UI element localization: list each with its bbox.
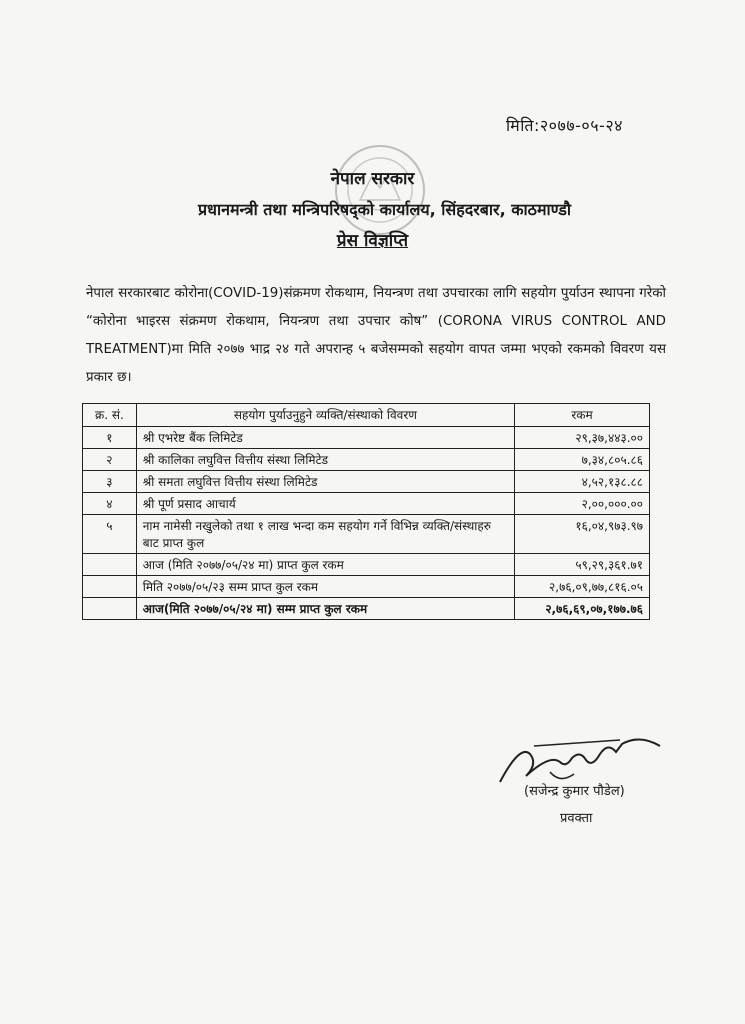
row-sn: ५ <box>83 515 137 554</box>
document-date: मिति:२०७७-०५-२४ <box>506 116 623 135</box>
col-header-sn: क्र. सं. <box>83 404 137 427</box>
summary-blank <box>83 598 137 620</box>
table-row <box>83 471 650 493</box>
signer-name: (सजेन्द्र कुमार पौडेल) <box>524 784 625 799</box>
summary-row-total <box>83 598 650 620</box>
signer-role: प्रवक्ता <box>560 811 593 826</box>
government-emblem-icon <box>330 140 430 240</box>
row-sn: ४ <box>83 493 137 515</box>
summary-amount: २,७६,६९,०७,१७७.७६ <box>515 598 650 620</box>
row-description: नाम नामेसी नखुलेको तथा १ लाख भन्दा कम सहयोग गर्ने विभिन्न व्यक्ति/संस्थाहरु बाट प्राप्त कुल <box>136 515 514 554</box>
heading-press-release: प्रेस विज्ञप्ति <box>336 231 409 251</box>
row-amount: १६,०४,९७३.९७ <box>515 515 650 554</box>
row-sn: १ <box>83 427 137 449</box>
col-header-amount: रकम <box>515 404 650 427</box>
table-row <box>83 427 650 449</box>
summary-label: मिति २०७७/०५/२३ सम्म प्राप्त कुल रकम <box>136 576 514 598</box>
row-sn: ३ <box>83 471 137 493</box>
table-header-row <box>83 404 650 427</box>
summary-blank <box>83 576 137 598</box>
summary-row-previous <box>83 576 650 598</box>
row-amount: ७,३४,८०५.८६ <box>515 449 650 471</box>
table-row <box>83 493 650 515</box>
row-description: श्री पूर्ण प्रसाद आचार्य <box>136 493 514 515</box>
row-amount: ४,५२,१३८.८८ <box>515 471 650 493</box>
summary-row-today <box>83 554 650 576</box>
row-sn: २ <box>83 449 137 471</box>
row-description: श्री समता लघुवित्त वित्तीय संस्था लिमिटेड <box>136 471 514 493</box>
heading-office: प्रधानमन्त्री तथा मन्त्रिपरिषद्को कार्यालय, सिंहदरबार, काठमाण्डौ <box>198 200 571 219</box>
heading-government: नेपाल सरकार <box>330 169 415 189</box>
donation-table <box>82 403 650 620</box>
summary-blank <box>83 554 137 576</box>
table-row <box>83 449 650 471</box>
row-amount: २,००,०००.०० <box>515 493 650 515</box>
col-header-description: सहयोग पुर्याउनुहुने व्यक्ति/संस्थाको विवरण <box>136 404 514 427</box>
summary-label: आज (मिति २०७७/०५/२४ मा) प्राप्त कुल रकम <box>136 554 514 576</box>
summary-label: आज(मिति २०७७/०५/२४ मा) सम्म प्राप्त कुल रकम <box>136 598 514 620</box>
row-description: श्री कालिका लघुवित्त वित्तीय संस्था लिमिटेड <box>136 449 514 471</box>
row-amount: २९,३७,४४३.०० <box>515 427 650 449</box>
summary-amount: २,७६,०९,७७,८१६.०५ <box>515 576 650 598</box>
table-row <box>83 515 650 554</box>
intro-paragraph: नेपाल सरकारबाट कोरोना(COVID-19)संक्रमण रोकथाम, नियन्त्रण तथा उपचारका लागि सहयोग पुर्याउन स्थापना गरेको “कोरोना भाइरस संक्रमण रोकथाम, नियन्त्रण तथा उपचार कोष” (CORONA VIRUS CONTROL AND TREATMENT)मा मिति २०७७ भाद्र २४ गते अपरान्ह ५ बजेसम्मको सहयोग वापत जम्मा भएको रकमको विवरण यस प्रकार छ। <box>86 286 666 385</box>
summary-amount: ५९,२९,३६१.७१ <box>515 554 650 576</box>
row-description: श्री एभरेष्ट बैंक लिमिटेड <box>136 427 514 449</box>
